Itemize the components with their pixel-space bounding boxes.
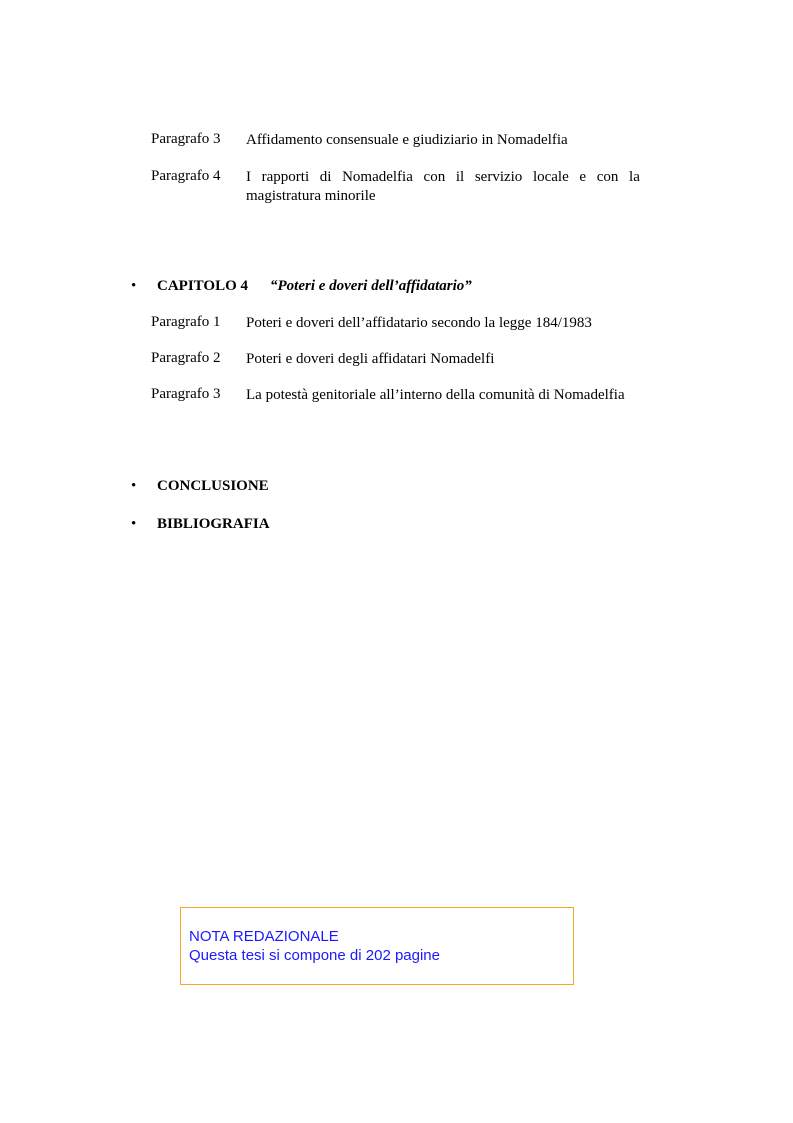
bullet-icon: • xyxy=(131,478,137,494)
paragraph-title-line1 xyxy=(246,168,640,187)
paragraph-label: Paragrafo 1 xyxy=(151,314,221,330)
word: rapporti xyxy=(261,169,310,185)
chapter-heading xyxy=(157,278,472,295)
bibliografia-heading: BIBLIOGRAFIA xyxy=(157,516,270,532)
paragraph-title xyxy=(246,168,640,206)
conclusione-heading: CONCLUSIONE xyxy=(157,478,269,494)
paragraph-title: La potestà genitoriale all’interno della comunità di Nomadelfia xyxy=(246,387,625,403)
note-text: Questa tesi si compone di 202 pagine xyxy=(189,947,440,964)
chapter-label: CAPITOLO 4 xyxy=(157,278,248,294)
word: con xyxy=(596,169,619,185)
word: locale xyxy=(532,169,569,185)
word: servizio xyxy=(474,169,523,185)
chapter-title: “Poteri e doveri dell’affidatario” xyxy=(270,278,472,294)
word: di xyxy=(319,169,332,185)
editorial-note-box xyxy=(180,907,574,985)
paragraph-label: Paragrafo 4 xyxy=(151,168,221,184)
paragraph-title: Poteri e doveri dell’affidatario secondo la legge 184/1983 xyxy=(246,315,592,331)
paragraph-label: Paragrafo 3 xyxy=(151,386,221,402)
word: e xyxy=(579,169,587,185)
paragraph-title-line2: magistratura minorile xyxy=(246,188,376,204)
word: con xyxy=(423,169,446,185)
paragraph-label: Paragrafo 2 xyxy=(151,350,221,366)
word: Nomadelfia xyxy=(342,169,413,185)
word: la xyxy=(629,169,640,185)
word: il xyxy=(455,169,465,185)
paragraph-title: Poteri e doveri degli affidatari Nomadelfi xyxy=(246,351,495,367)
bullet-icon: • xyxy=(131,278,137,294)
word: I xyxy=(246,169,251,185)
bullet-icon: • xyxy=(131,516,137,532)
paragraph-title: Affidamento consensuale e giudiziario in Nomadelfia xyxy=(246,132,568,148)
paragraph-label: Paragrafo 3 xyxy=(151,131,221,147)
note-title: NOTA REDAZIONALE xyxy=(189,928,339,945)
